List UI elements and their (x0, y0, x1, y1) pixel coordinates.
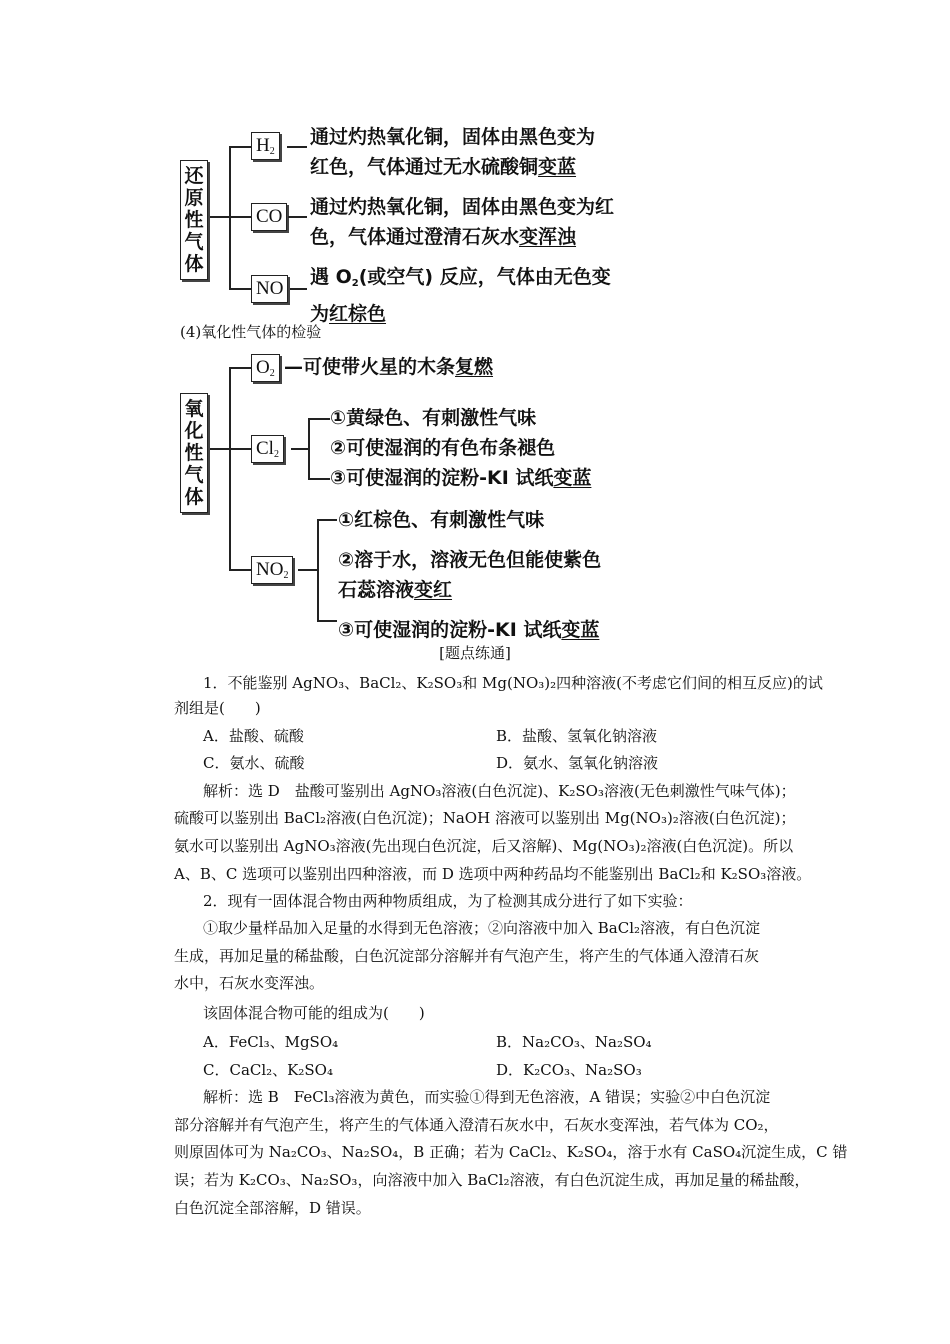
q2-answer: 部分溶解并有气泡产生，将产生的气体通入澄清石灰水中，石灰水变浑浊，若气体为 CO₂， (174, 1116, 779, 1134)
connector (229, 146, 251, 148)
connector (288, 216, 307, 218)
connector (290, 288, 307, 290)
label-char: 化 (184, 420, 204, 442)
no2-description: ①红棕色、有刺激性气味 ②溶于水，溶液无色但能使紫色 石蕊溶液变红 ③可使湿润的淀粉-KI 试纸变蓝 (338, 509, 602, 641)
gas-co-box: CO (251, 203, 287, 231)
connector (210, 448, 230, 450)
label-char: 原 (184, 187, 204, 209)
connector (229, 569, 251, 571)
oxidizing-heading: (4)氧化性气体的检验 (180, 323, 322, 341)
connector (210, 216, 230, 218)
q2-experiment: ①取少量样品加入足量的水得到无色溶液；②向溶液中加入 BaCl₂溶液，有白色沉淀 (203, 919, 761, 937)
label-char: 氧 (184, 398, 204, 420)
gas-no-box: NO (251, 275, 288, 303)
q1-answer: 解析：选 D 盐酸可鉴别出 AgNO₃溶液(白色沉淀)、K₂SO₃溶液(无色刺激性气味气体)； (203, 782, 796, 800)
q1-answer: A、B、C 选项可以鉴别出四种溶液，而 D 选项中两种药品均不能鉴别出 BaCl₂和 K₂SO₃溶液。 (174, 865, 812, 883)
q2-experiment: 水中，石灰水变浑浊。 (174, 974, 325, 992)
q1-stem: 1．不能鉴别 AgNO₃、BaCl₂、K₂SO₃和 Mg(NO₃)₂四种溶液(不考虑它们间的相互反应)的试 (203, 674, 823, 692)
q1-option-d: D．氨水、氢氧化钠溶液 (496, 754, 659, 772)
cl2-description: ①黄绿色、有刺激性气味 ②可使湿润的有色布条褪色 ③可使湿润的淀粉-KI 试纸变蓝 (330, 407, 592, 489)
connector (308, 418, 330, 420)
connector (308, 478, 330, 480)
connector (229, 367, 251, 369)
connector (308, 418, 310, 479)
q2-option-b: B．Na₂CO₃、Na₂SO₄ (496, 1033, 652, 1051)
q2-option-c: C．CaCl₂、K₂SO₄ (203, 1061, 333, 1079)
connector (229, 288, 251, 290)
h2-description: 通过灼热氧化铜，固体由黑色变为 红色，气体通过无水硫酸铜变蓝 (310, 126, 596, 178)
label-char: 气 (184, 464, 204, 486)
label-char: 还 (184, 165, 204, 187)
connector (317, 620, 337, 622)
connector (287, 146, 307, 148)
connector (317, 519, 319, 621)
q2-answer: 则原固体可为 Na₂CO₃、Na₂SO₄，B 正确；若为 CaCl₂、K₂SO₄，溶于水有 CaSO₄沉淀生成，C 错 (174, 1143, 848, 1161)
q2-option-d: D．K₂CO₃、Na₂SO₃ (496, 1061, 642, 1079)
no-description: 遇 $O_2$(或空气) 反应，气体由无色变 为红棕色 (310, 266, 611, 325)
label-char: 体 (184, 253, 204, 275)
q2-ask: 该固体混合物可能的组成为( ) (203, 1004, 425, 1022)
label-char: 体 (184, 486, 204, 508)
oxidizing-gas-label (180, 393, 208, 513)
q2-experiment: 生成，再加足量的稀盐酸，白色沉淀部分溶解并有气泡产生，将产生的气体通入澄清石灰 (174, 947, 760, 965)
connector (229, 448, 251, 450)
q2-answer: 白色沉淀全部溶解，D 错误。 (174, 1199, 371, 1217)
practice-heading: [题点练通] (439, 644, 511, 662)
connector (317, 519, 337, 521)
reducing-gas-label (180, 160, 208, 280)
q1-answer: 硫酸可以鉴别出 BaCl₂溶液(白色沉淀)；NaOH 溶液可以鉴别出 Mg(NO₃)₂溶液(白色沉淀)； (174, 809, 796, 827)
q1-option-a: A．盐酸、硫酸 (203, 727, 304, 745)
connector (291, 448, 309, 450)
gas-h2-box: $H_2$ (251, 132, 280, 160)
connector (298, 569, 318, 571)
gas-cl2-box: $Cl_2$ (251, 435, 284, 463)
o2-description: —可使带火星的木条复燃 (284, 356, 494, 378)
q2-answer: 误；若为 K₂CO₃、Na₂SO₃，向溶液中加入 BaCl₂溶液，有白色沉淀生成，再加足量的稀盐酸， (174, 1171, 810, 1189)
connector (229, 146, 231, 289)
label-char: 气 (184, 231, 204, 253)
q2-stem: 2．现有一固体混合物由两种物质组成，为了检测其成分进行了如下实验： (203, 892, 693, 910)
label-char: 性 (184, 442, 204, 464)
gas-o2-box: $O_2$ (251, 354, 280, 382)
label-char: 性 (184, 209, 204, 231)
co-description: 通过灼热氧化铜，固体由黑色变为红 色，气体通过澄清石灰水变浑浊 (310, 196, 615, 248)
q1-option-b: B．盐酸、氢氧化钠溶液 (496, 727, 658, 745)
connector (229, 367, 231, 570)
q1-answer: 氨水可以鉴别出 AgNO₃溶液(先出现白色沉淀，后又溶解)、Mg(NO₃)₂溶液(白色沉淀)。所以 (174, 837, 794, 855)
q2-answer: 解析：选 B FeCl₃溶液为黄色，而实验①得到无色溶液，A 错误；实验②中白色沉淀 (203, 1088, 771, 1106)
q1-option-c: C．氨水、硫酸 (203, 754, 305, 772)
connector (229, 216, 251, 218)
q2-option-a: A．FeCl₃、MgSO₄ (203, 1033, 339, 1051)
q1-stem: 剂组是( ) (174, 699, 261, 717)
gas-no2-box: $NO_2$ (251, 556, 293, 584)
